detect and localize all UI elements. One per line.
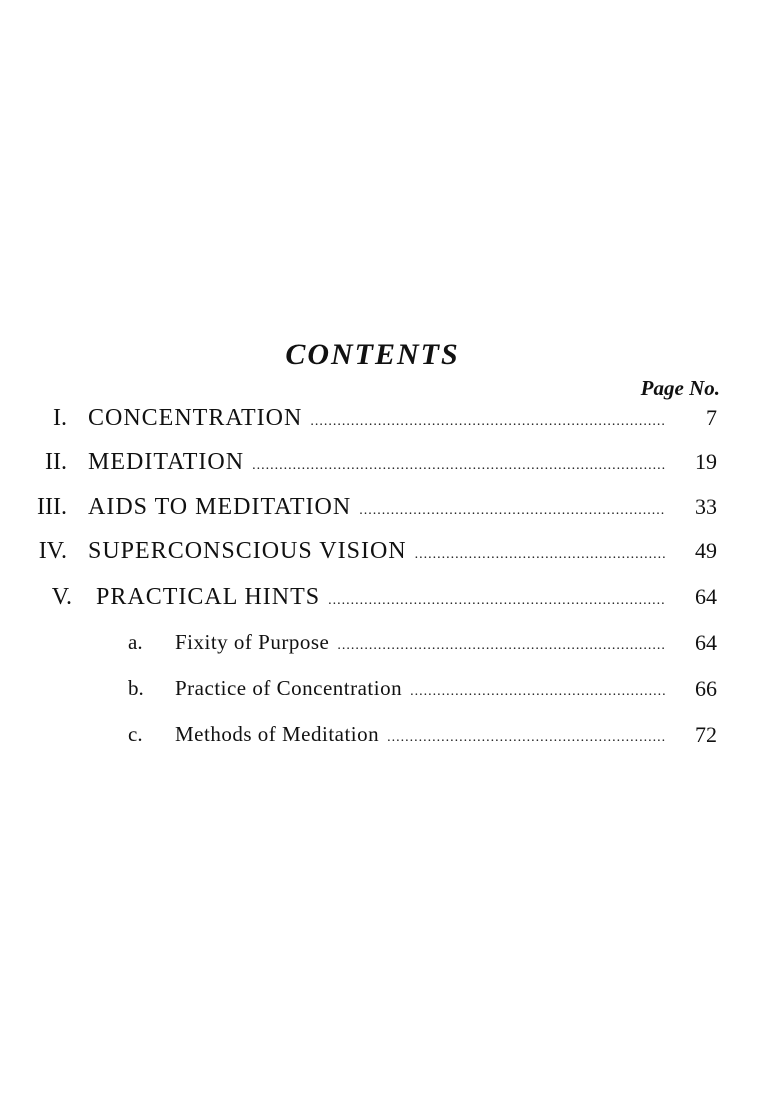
entry-page: 49 bbox=[695, 538, 717, 563]
entry-number: I. bbox=[53, 405, 67, 431]
entry-page: 19 bbox=[695, 449, 717, 474]
entry-number: IV. bbox=[38, 538, 67, 564]
entry-number: II. bbox=[45, 449, 67, 475]
toc-entry bbox=[0, 494, 780, 528]
entry-number: III. bbox=[37, 494, 67, 520]
toc-entry bbox=[0, 584, 780, 618]
subentry-letter: b. bbox=[128, 676, 144, 700]
entry-title: PRACTICAL HINTS bbox=[96, 584, 321, 610]
leader-dots bbox=[387, 730, 665, 746]
toc-subentry bbox=[0, 630, 780, 664]
subentry-title: Practice of Concentration bbox=[175, 676, 403, 700]
entry-title: CONCENTRATION bbox=[88, 405, 303, 431]
entry-page: 33 bbox=[695, 494, 717, 519]
entry-number: V. bbox=[51, 584, 72, 610]
leader-dots bbox=[328, 593, 665, 609]
entry-page: 7 bbox=[706, 405, 717, 430]
subentry-title: Methods of Meditation bbox=[175, 722, 380, 746]
subentry-page: 64 bbox=[695, 630, 717, 655]
leader-dots bbox=[359, 503, 665, 519]
toc-subentry bbox=[0, 722, 780, 756]
leader-dots bbox=[310, 414, 665, 430]
subentry-letter: c. bbox=[128, 722, 143, 746]
toc-entry bbox=[0, 449, 780, 483]
entry-title: AIDS TO MEDITATION bbox=[88, 494, 352, 520]
leader-dots bbox=[415, 547, 665, 563]
subentry-letter: a. bbox=[128, 630, 143, 654]
subentry-page: 72 bbox=[695, 722, 717, 747]
contents-heading: CONTENTS bbox=[285, 338, 460, 371]
entry-title: SUPERCONSCIOUS VISION bbox=[88, 538, 407, 564]
leader-dots bbox=[410, 684, 665, 700]
subentry-page: 66 bbox=[695, 676, 717, 701]
toc-entry bbox=[0, 405, 780, 439]
entry-title: MEDITATION bbox=[88, 449, 245, 475]
entry-page: 64 bbox=[695, 584, 717, 609]
leader-dots bbox=[337, 638, 665, 654]
toc-entry bbox=[0, 538, 780, 572]
leader-dots bbox=[252, 458, 665, 474]
subentry-title: Fixity of Purpose bbox=[175, 630, 330, 654]
toc-subentry bbox=[0, 676, 780, 710]
page-no-label: Page No. bbox=[640, 376, 720, 400]
